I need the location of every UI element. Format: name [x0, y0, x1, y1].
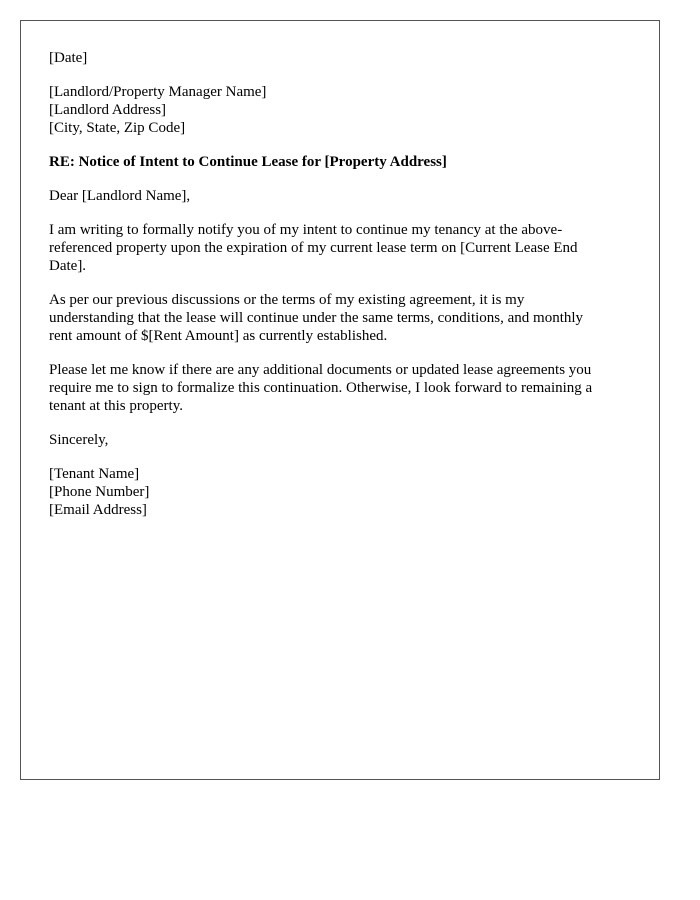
letter-page: [20, 20, 660, 780]
tenant-phone: [Phone Number]: [49, 484, 150, 500]
paragraph-terms: [49, 291, 641, 345]
paragraph-line: Date].: [49, 258, 87, 274]
tenant-email: [Email Address]: [49, 502, 147, 518]
paragraph-line: As per our previous discussions or the terms of my existing agreement, it is my: [49, 292, 525, 308]
paragraph-intent: [49, 221, 641, 275]
paragraph-line: tenant at this property.: [49, 398, 183, 414]
recipient-address: [Landlord Address]: [49, 102, 167, 118]
paragraph-line: I am writing to formally notify you of my intent to continue my tenancy at the above-: [49, 222, 563, 238]
date-block: [49, 49, 641, 67]
paragraph-documents: [49, 361, 641, 415]
paragraph-line: referenced property upon the expiration of my current lease term on [Current Lease End: [49, 240, 578, 256]
closing-text: Sincerely,: [49, 432, 109, 448]
recipient-city-state-zip: [City, State, Zip Code]: [49, 120, 186, 136]
paragraph-line: require me to sign to formalize this continuation. Otherwise, I look forward to remaining a: [49, 380, 593, 396]
paragraph-line: understanding that the lease will continue under the same terms, conditions, and monthly: [49, 310, 584, 326]
salutation: Dear [Landlord Name],: [49, 188, 191, 204]
subject-line: RE: Notice of Intent to Continue Lease for [Property Address]: [49, 154, 447, 170]
signature-block: [49, 465, 641, 519]
letter-date: [Date]: [49, 50, 88, 66]
recipient-address-block: [49, 83, 641, 137]
letter-body: [49, 49, 641, 535]
paragraph-line: rent amount of $[Rent Amount] as currently established.: [49, 328, 388, 344]
paragraph-line: Please let me know if there are any additional documents or updated lease agreements you: [49, 362, 592, 378]
closing: [49, 431, 641, 449]
tenant-name: [Tenant Name]: [49, 466, 140, 482]
recipient-name: [Landlord/Property Manager Name]: [49, 84, 267, 100]
